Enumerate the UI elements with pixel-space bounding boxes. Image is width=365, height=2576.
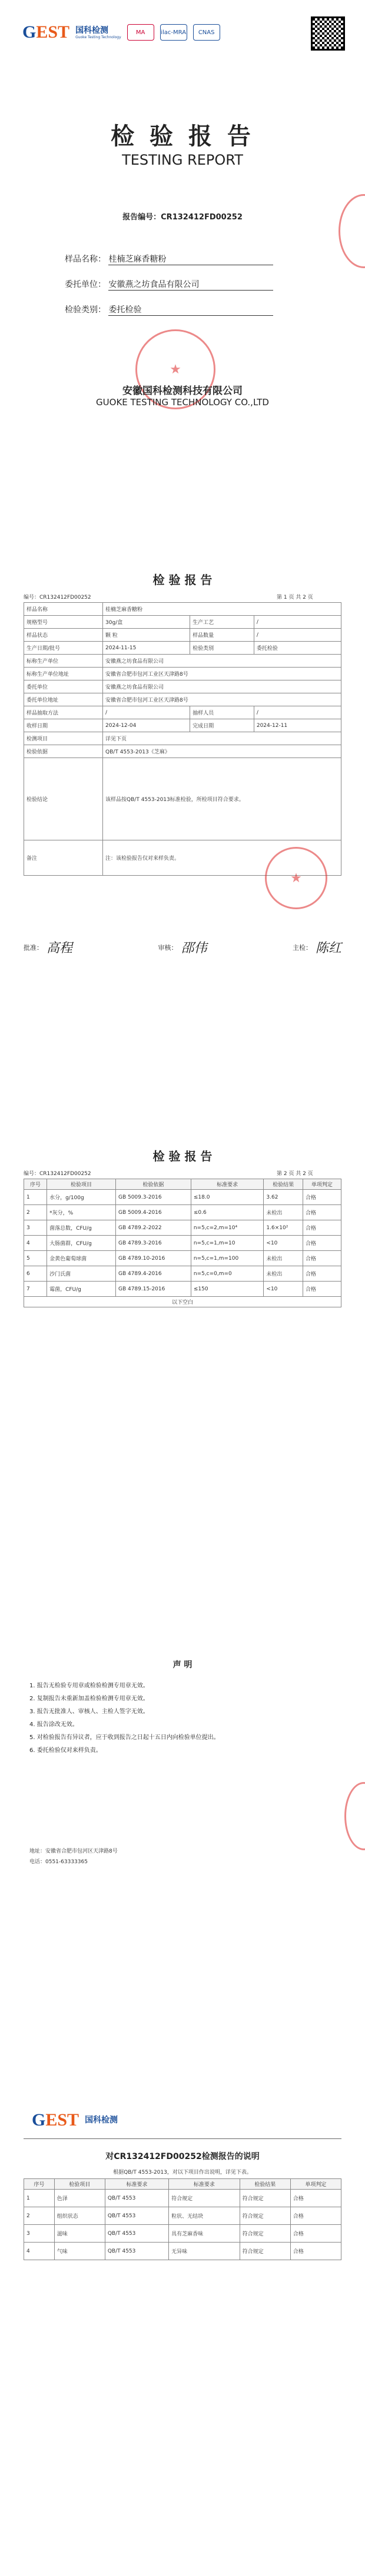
report-number-label: 报告编号： (122, 213, 161, 222)
table-cell: ≤0.6 (191, 1205, 264, 1220)
table-cell: 色泽 (54, 2190, 105, 2207)
field-value: / (254, 629, 341, 642)
table-cell: GB 5009.3-2016 (115, 1190, 191, 1205)
table-cell: 合格 (303, 1236, 341, 1251)
field-value: 委托检验 (254, 642, 341, 655)
company-name-cn: 国科检测 (75, 25, 109, 35)
field-label: 备注 (24, 840, 103, 876)
table-cell: 粒状、无结块 (169, 2207, 240, 2225)
appendix-company-logo: GEST (32, 2110, 79, 2130)
table-cell: 合格 (303, 1266, 341, 1282)
table-cell: 合格 (303, 1190, 341, 1205)
table-cell: 4 (24, 1236, 47, 1251)
table-cell: 未检出 (264, 1205, 303, 1220)
table-cell: 合格 (303, 1220, 341, 1236)
table-row (24, 680, 341, 693)
notice-item: 4. 报告涂改无效。 (29, 1721, 78, 1728)
table-cell: 2 (24, 1205, 47, 1220)
table-cell: 符合规定 (240, 2225, 290, 2243)
table-cell: 符合规定 (169, 2190, 240, 2207)
sample-info-table (24, 602, 341, 876)
table-cell: 1 (24, 1190, 47, 1205)
field-label: 收样日期 (24, 719, 103, 732)
table-cell: n=5,c=2,m=10⁴ (191, 1220, 264, 1236)
table-cell: 合格 (303, 1282, 341, 1297)
field-value: 安徽燕之坊食品有限公司 (103, 655, 341, 668)
table-row (24, 642, 341, 655)
appendix-page (0, 2105, 365, 2564)
table-cell: QB/T 4553 (105, 2243, 168, 2260)
table-cell: 7 (24, 1282, 47, 1297)
table-row (24, 616, 341, 629)
table-row (24, 719, 341, 732)
edge-seal (339, 194, 365, 268)
appendix-logo (32, 2105, 118, 2135)
table-cell: GB 4789.2-2022 (115, 1220, 191, 1236)
report-number-value: CR132412FD00252 (161, 213, 243, 222)
report-number (0, 211, 365, 222)
field-label: 标称生产单位 (24, 655, 103, 668)
table-cell: <10 (264, 1282, 303, 1297)
table-row (24, 758, 341, 840)
notice-item: 1. 报告无检验专用章或检验检测专用章无效。 (29, 1683, 149, 1689)
table-cell: 菌落总数，CFU/g (47, 1220, 116, 1236)
appendix-divider (24, 2138, 341, 2139)
table-cell: GB 4789.4-2016 (115, 1266, 191, 1282)
table-cell: 水分，g/100g (47, 1190, 116, 1205)
table-cell: n=5,c=1,m=10 (191, 1236, 264, 1251)
handwritten-signature: 陈红 (315, 941, 341, 956)
cover-title-en: TESTING REPORT (122, 152, 243, 168)
company-logo: GEST (22, 22, 70, 42)
notice-page (0, 1659, 365, 1953)
column-header: 标准要求 (169, 2179, 240, 2190)
field-value: 2024-11-15 (103, 642, 190, 655)
type-value: 委托检验 (108, 303, 273, 316)
table-cell: 大肠菌群，CFU/g (47, 1236, 116, 1251)
page2-page-no: 第 2 页 共 2 页 (277, 1171, 313, 1177)
column-header: 序号 (24, 1179, 47, 1190)
table-cell: 1 (24, 2190, 55, 2207)
field-label: 检验依据 (24, 745, 103, 758)
table-cell: QB/T 4553 (105, 2190, 168, 2207)
field-value: 安徽燕之坊食品有限公司 (103, 680, 341, 693)
notice-item: 2. 复制报告未重新加盖检验检测专用章无效。 (29, 1696, 149, 1702)
signature-label: 批准： (24, 943, 43, 952)
table-cell: 未检出 (264, 1251, 303, 1266)
test-results-table (24, 1179, 341, 1307)
table-cell: 3 (24, 1220, 47, 1236)
column-header: 检验依据 (115, 1179, 191, 1190)
field-value: 桂楠芝麻香糖粉 (103, 603, 341, 616)
notice-phone: 电话：0551-63333365 (29, 1859, 88, 1865)
column-header: 检验结果 (240, 2179, 290, 2190)
field-value: 注：该检验报告仅对来样负责。 (103, 840, 341, 876)
column-header: 序号 (24, 2179, 55, 2190)
field-label: 抽样人员 (190, 706, 254, 719)
table-cell: 符合规定 (240, 2207, 290, 2225)
field-value: / (254, 706, 341, 719)
table-end-row (24, 1297, 341, 1307)
field-label: 检验类别 (190, 642, 254, 655)
field-value: / (103, 706, 190, 719)
table-cell: QB/T 4553 (105, 2207, 168, 2225)
table-row (24, 2190, 341, 2207)
table-cell: 沙门氏菌 (47, 1266, 116, 1282)
table-row (24, 1251, 341, 1266)
field-label: 生产工艺 (190, 616, 254, 629)
table-cell: 气味 (54, 2243, 105, 2260)
client-row (65, 278, 273, 291)
qr-code-icon (311, 16, 345, 51)
table-row (24, 1190, 341, 1205)
table-cell: 符合规定 (240, 2243, 290, 2260)
field-label: 标称生产单位地址 (24, 668, 103, 680)
notice-item: 6. 委托检验仅对来样负责。 (29, 1747, 102, 1754)
table-cell: 2 (24, 2207, 55, 2225)
cover-page (0, 0, 365, 529)
field-label: 完成日期 (190, 719, 254, 732)
ma-badge: MA (127, 24, 154, 41)
signature-row (24, 938, 341, 956)
signature-label: 审核： (158, 943, 178, 952)
notice-list (29, 1680, 336, 1757)
column-header: 检验项目 (47, 1179, 116, 1190)
appendix-subtitle: 根据QB/T 4553-2013，对以下项目作出说明，详见下表。 (113, 2170, 252, 2175)
page2-title: 检 验 报 告 (152, 1149, 213, 1163)
table-cell: 合格 (303, 1251, 341, 1266)
table-row (24, 655, 341, 668)
table-row (24, 1236, 341, 1251)
table-cell: ≤18.0 (191, 1190, 264, 1205)
table-cell: GB 4789.10-2016 (115, 1251, 191, 1266)
table-row (24, 668, 341, 680)
table-cell: 合格 (290, 2207, 341, 2225)
cover-info (65, 253, 273, 316)
handwritten-signature: 高程 (47, 941, 73, 956)
type-label: 检验类别： (65, 305, 106, 315)
table-row (24, 629, 341, 642)
page1-seal: ★ (265, 847, 327, 909)
field-value: 2024-12-04 (103, 719, 190, 732)
table-cell: GB 4789.15-2016 (115, 1282, 191, 1297)
field-value: 该样品按QB/T 4553-2013标准检验，所检项目符合要求。 (103, 758, 341, 840)
sample-row (65, 253, 273, 265)
table-cell: 1.6×10² (264, 1220, 303, 1236)
table-cell: 无异味 (169, 2243, 240, 2260)
company-name-en: Guoke Testing Technology (75, 35, 121, 39)
cnas-badge: CNAS (193, 24, 220, 41)
signature-block (158, 938, 207, 956)
table-cell: 组织状态 (54, 2207, 105, 2225)
field-value: 2024-12-11 (254, 719, 341, 732)
field-value: QB/T 4553-2013《芝麻》 (103, 745, 341, 758)
notice-edge-seal (344, 1782, 365, 1850)
column-header: 检验项目 (54, 2179, 105, 2190)
company-name-block (75, 26, 121, 39)
signature-block (293, 938, 341, 956)
appendix-company-name: 国科检测 (85, 2115, 118, 2125)
table-cell: GB 4789.3-2016 (115, 1236, 191, 1251)
table-cell: n=5,c=0,m=0 (191, 1266, 264, 1282)
table-row (24, 1205, 341, 1220)
field-value: / (254, 616, 341, 629)
table-cell: 合格 (303, 1205, 341, 1220)
table-cell: 具有芝麻香味 (169, 2225, 240, 2243)
table-row (24, 1266, 341, 1282)
page2-report-no: 编号：CR132412FD00252 (24, 1171, 91, 1177)
column-header: 单项判定 (303, 1179, 341, 1190)
page1-report-no: 编号：CR132412FD00252 (24, 595, 91, 600)
field-value: 详见下页 (103, 732, 341, 745)
signature-label: 主检： (292, 943, 312, 952)
field-label: 样品数量 (190, 629, 254, 642)
sample-label: 样品名称： (65, 255, 106, 264)
table-cell: 符合规定 (240, 2190, 290, 2207)
table-cell: 金黄色葡萄球菌 (47, 1251, 116, 1266)
table-row (24, 603, 341, 616)
notice-item: 3. 报告无批准人、审核人、主检人签字无效。 (29, 1709, 149, 1715)
table-cell: 4 (24, 2243, 55, 2260)
client-value: 安徽燕之坊食品有限公司 (108, 278, 273, 291)
field-value: 安徽省合肥市包河工业区天津路8号 (103, 693, 341, 706)
end-marker: 以下空白 (24, 1297, 341, 1307)
notice-item: 5. 对检验报告有异议者，应于收到报告之日起十五日内向检验单位提出。 (29, 1734, 220, 1741)
field-label: 检验结论 (24, 758, 103, 840)
field-label: 检测项目 (24, 732, 103, 745)
field-label: 样品状态 (24, 629, 103, 642)
table-cell: 合格 (290, 2243, 341, 2260)
table-row (24, 2225, 341, 2243)
table-cell: 3.62 (264, 1190, 303, 1205)
signature-block (24, 938, 72, 956)
table-cell: 3 (24, 2225, 55, 2243)
table-cell: 合格 (290, 2190, 341, 2207)
table-row (24, 706, 341, 719)
lab-name-en: GUOKE TESTING TECHNOLOGY CO.,LTD (96, 397, 269, 408)
field-label: 样品抽取方法 (24, 706, 103, 719)
table-cell: 5 (24, 1251, 47, 1266)
cover-title-cn: 检 验 报 告 (111, 122, 254, 150)
client-label: 委托单位： (65, 280, 106, 289)
appendix-title: 对CR132412FD00252检测报告的说明 (105, 2152, 260, 2161)
table-cell: 霉菌，CFU/g (47, 1282, 116, 1297)
report-page-1 (0, 565, 365, 1082)
field-label: 样品名称 (24, 603, 103, 616)
page1-title: 检 验 报 告 (152, 573, 213, 587)
table-cell: 滋味 (54, 2225, 105, 2243)
column-header: 标准要求 (105, 2179, 168, 2190)
table-row (24, 745, 341, 758)
table-row (24, 1282, 341, 1297)
field-label: 生产日期/批号 (24, 642, 103, 655)
table-row (24, 693, 341, 706)
table-cell: *灰分，% (47, 1205, 116, 1220)
type-row (65, 303, 273, 316)
appendix-table (24, 2178, 341, 2260)
handwritten-signature: 邵伟 (181, 941, 207, 956)
notice-address: 地址：安徽省合肥市包河区天津路8号 (29, 1848, 118, 1854)
table-cell: 合格 (290, 2225, 341, 2243)
field-value: 30g/盒 (103, 616, 190, 629)
table-cell: GB 5009.4-2016 (115, 1205, 191, 1220)
table-cell: QB/T 4553 (105, 2225, 168, 2243)
lab-name-cn: 安徽国科检测科技有限公司 (122, 385, 243, 397)
report-page-2 (0, 1141, 365, 1388)
field-value: 安徽省合肥市包河工业区天津路8号 (103, 668, 341, 680)
ilac-badge: ilac-MRA (160, 24, 187, 41)
table-cell: ≤150 (191, 1282, 264, 1297)
table-cell: 6 (24, 1266, 47, 1282)
table-row (24, 2207, 341, 2225)
table-row (24, 732, 341, 745)
field-label: 规格型号 (24, 616, 103, 629)
column-header: 标准要求 (191, 1179, 264, 1190)
page1-page-no: 第 1 页 共 2 页 (277, 595, 313, 600)
table-cell: n=5,c=1,m=100 (191, 1251, 264, 1266)
field-label: 委托单位 (24, 680, 103, 693)
table-cell: 未检出 (264, 1266, 303, 1282)
field-value: 颗 粒 (103, 629, 190, 642)
column-header: 单项判定 (290, 2179, 341, 2190)
table-cell: <10 (264, 1236, 303, 1251)
table-row (24, 2243, 341, 2260)
notice-title: 声 明 (172, 1660, 193, 1670)
sample-value: 桂楠芝麻香糖粉 (108, 253, 273, 265)
column-header: 检验结果 (264, 1179, 303, 1190)
official-seal: ★ (135, 329, 215, 409)
table-row (24, 1220, 341, 1236)
header-logos (22, 18, 220, 47)
field-label: 委托单位地址 (24, 693, 103, 706)
